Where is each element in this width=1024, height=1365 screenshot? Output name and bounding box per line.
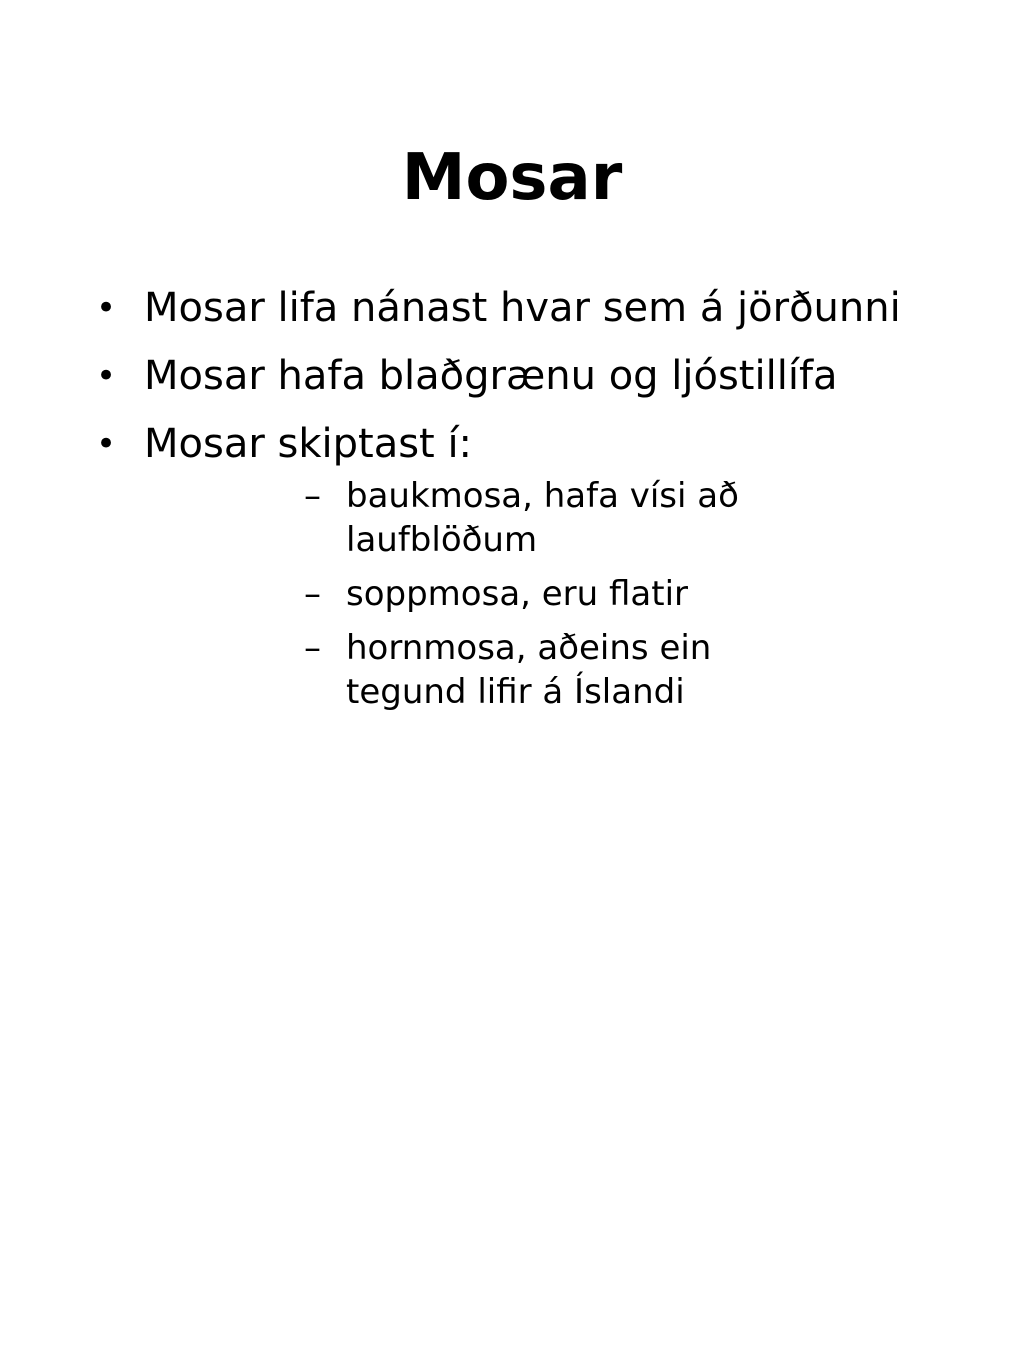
sub-item-text: baukmosa, hafa vísi að laufblöðum xyxy=(346,476,739,560)
sub-marker: – xyxy=(304,628,321,668)
sub-marker: – xyxy=(304,476,321,516)
bullet-item xyxy=(0,348,1024,404)
sub-item xyxy=(144,626,924,714)
slide-title: Mosar xyxy=(401,141,623,215)
sub-item xyxy=(144,474,924,562)
sub-item-text: hornmosa, aðeins ein tegund lifir á Íslandi xyxy=(346,628,712,712)
bullet-text: Mosar lifa nánast hvar sem á jörðunni xyxy=(144,285,901,331)
sub-marker: – xyxy=(304,574,321,614)
bullet-marker: • xyxy=(96,424,117,464)
bullet-text: Mosar skiptast í: xyxy=(144,421,473,467)
sub-list xyxy=(144,474,924,714)
bullet-list xyxy=(0,280,1024,726)
sub-item xyxy=(144,572,924,616)
bullet-item xyxy=(0,416,1024,714)
bullet-item xyxy=(0,280,1024,336)
sub-item-text: soppmosa, eru flatir xyxy=(346,574,689,614)
bullet-marker: • xyxy=(96,288,117,328)
bullet-marker: • xyxy=(96,356,117,396)
bullet-text: Mosar hafa blaðgrænu og ljóstillífa xyxy=(144,353,838,399)
